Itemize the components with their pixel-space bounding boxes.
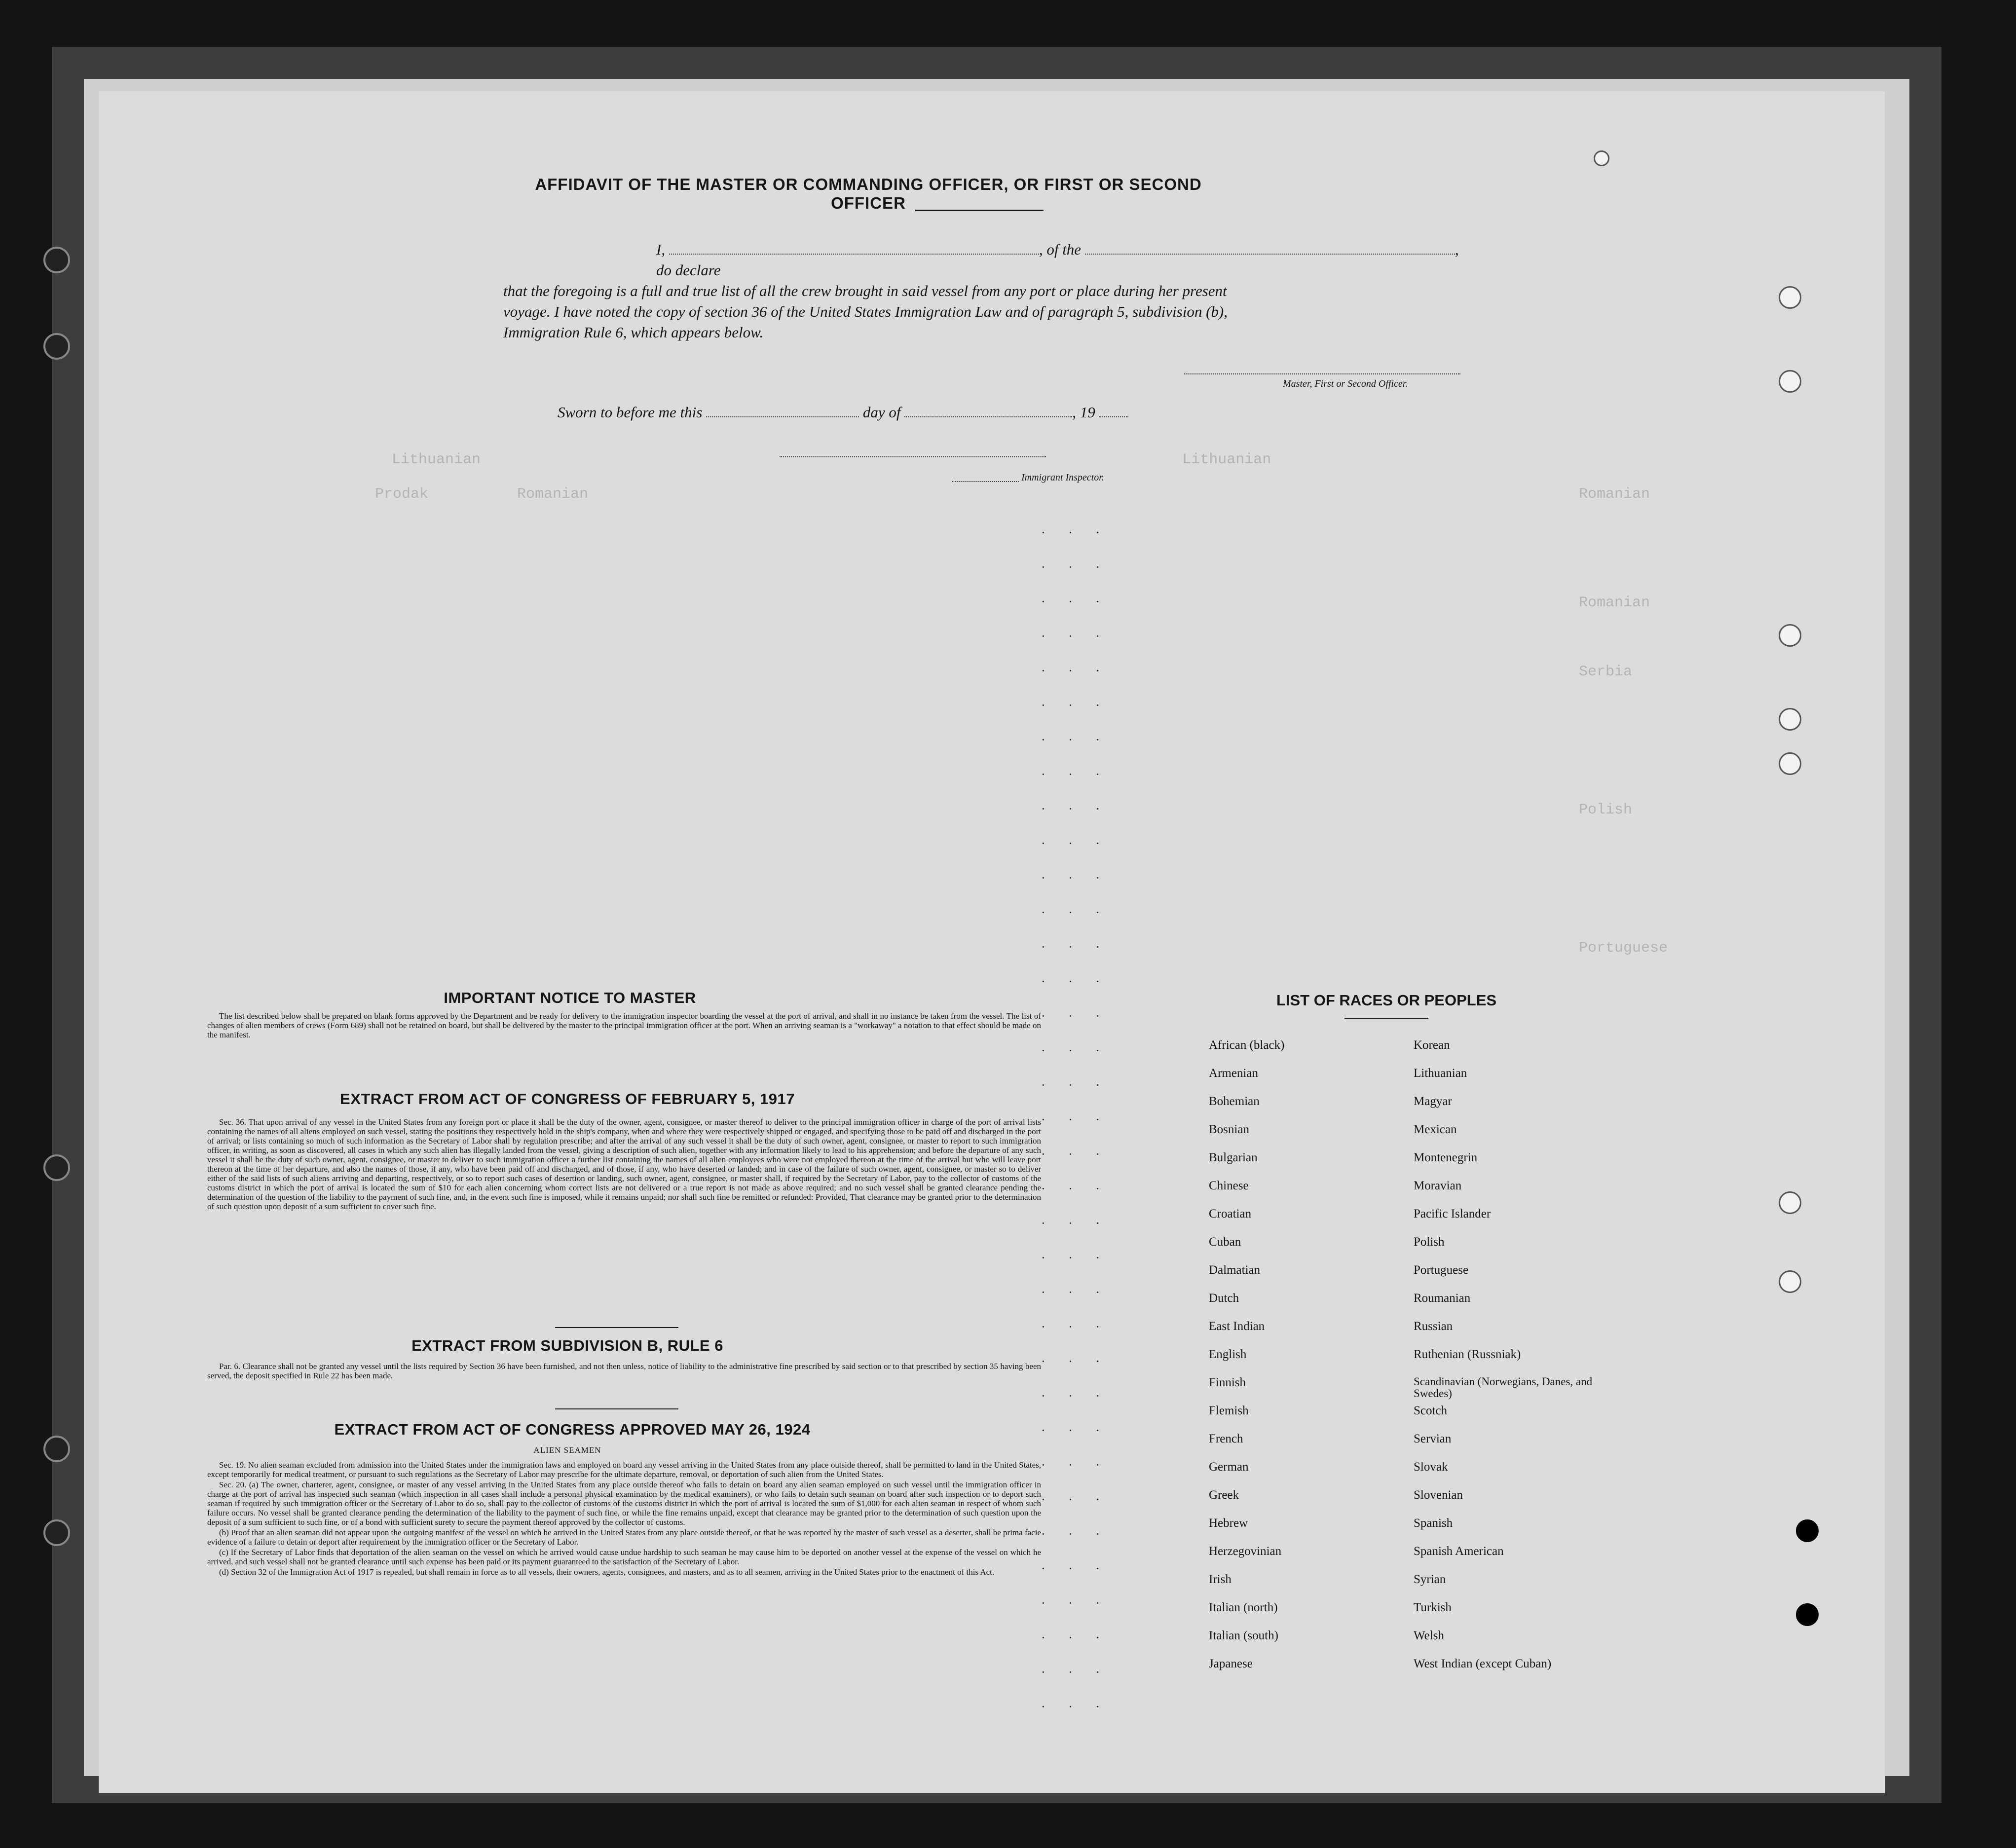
race-item: Scotch: [1414, 1404, 1448, 1417]
race-item: Servian: [1414, 1432, 1452, 1445]
race-item: Cuban: [1209, 1235, 1241, 1249]
master-signature-line[interactable]: [1184, 373, 1460, 374]
race-item: English: [1209, 1348, 1247, 1361]
affidavit-title: AFFIDAVIT OF THE MASTER OR COMMANDING OFFICER, OR FIRST OR SECOND OFFICER: [535, 175, 1202, 212]
race-item: Irish: [1209, 1573, 1232, 1586]
vessel-blank[interactable]: [1085, 242, 1455, 255]
extract-1924-paragraph: (b) Proof that an alien seaman did not appear upon the outgoing manifest of the vessel on which he arrived in the United States from any place outside thereof, or that he was reported by the master of such vessel as a deserter, shall be prima facie evidence of a failure to detain or deport after requirement by the immigration officer or the Secretary of Labor.: [207, 1528, 1041, 1547]
subdivision-b-paragraph: Par. 6. Clearance shall not be granted any vessel until the lists required by Section 36 have been furnished, and not then unless, notice of liability to the administrative fine prescribed by said section or to that prescribed by section 35 having been served, the deposit specified in Rule 22 has been made.: [207, 1362, 1041, 1380]
race-item: Greek: [1209, 1488, 1239, 1502]
bleed-through-text: Prodak Romanian: [375, 486, 589, 503]
document-page: [99, 91, 1885, 1793]
notice-title: IMPORTANT NOTICE TO MASTER: [444, 989, 696, 1006]
race-item: Magyar: [1414, 1095, 1452, 1108]
race-item: East Indian: [1209, 1320, 1265, 1333]
subdivision-b-body: [207, 1362, 1041, 1381]
punch-hole: [1796, 1603, 1819, 1626]
bleed-through-text: Portuguese: [1579, 940, 1668, 957]
extract-1917-body: [207, 1117, 1041, 1212]
binder-hole: [43, 247, 70, 273]
race-item: Spanish American: [1414, 1545, 1504, 1558]
race-item: Bohemian: [1209, 1095, 1260, 1108]
race-item: French: [1209, 1432, 1243, 1445]
race-item: Flemish: [1209, 1404, 1249, 1417]
affidavit-declare: , do declare: [656, 241, 1459, 279]
race-item: Italian (south): [1209, 1629, 1278, 1642]
race-item: Mexican: [1414, 1123, 1457, 1136]
race-item: Hebrew: [1209, 1516, 1248, 1530]
notice-paragraph: The list described below shall be prepared on blank forms approved by the Department and be ready for delivery to the immigration inspector boarding the vessel at the port of arrival, and shall in no instance be taken from the vessel. The list of changes of alien members of crews (Form 689) shall not be retained on board, but shall be delivered by the master to the principal immigration officer at the port. When an arriving seaman is a "workaway" a notation to that effect should be made on the manifest.: [207, 1011, 1041, 1039]
inspector-caption-leader: [952, 481, 1019, 482]
race-item: Armenian: [1209, 1067, 1258, 1080]
race-item: German: [1209, 1460, 1249, 1474]
race-item: Bosnian: [1209, 1123, 1249, 1136]
race-item: Russian: [1414, 1320, 1453, 1333]
sworn-line: [558, 402, 1396, 423]
race-item: African (black): [1209, 1038, 1285, 1052]
name-blank[interactable]: [669, 242, 1039, 255]
affidavit-line-4: Immigration Rule 6, which appears below.: [503, 324, 764, 341]
affidavit-i: I,: [656, 241, 666, 258]
race-item: Finnish: [1209, 1376, 1246, 1389]
binder-hole: [43, 1436, 70, 1462]
race-item: Turkish: [1414, 1601, 1452, 1614]
master-signature-caption: Master, First or Second Officer.: [1283, 378, 1408, 389]
races-left-column: [1209, 1038, 1396, 1685]
sworn-prefix: Sworn to before me this: [558, 404, 703, 421]
race-item: Chinese: [1209, 1179, 1249, 1192]
inspector-signature-line[interactable]: [780, 456, 1046, 457]
race-item: Slovak: [1414, 1460, 1448, 1474]
race-item: Moravian: [1414, 1179, 1462, 1192]
race-item: Dalmatian: [1209, 1263, 1261, 1277]
sworn-year-blank[interactable]: [1099, 405, 1128, 417]
bleed-through-text: Romanian: [1579, 486, 1650, 503]
extract-1924-paragraph: Sec. 20. (a) The owner, charterer, agent, consignee, or master of any vessel arriving in the United States from any place outside thereof who fails to detain on board any alien seaman employed on such vessel until the immigration officer in charge at the port of arrival has inspected such seaman (which inspection in all cases shall include a personal physical examination by the medical examiners), or who fails to detain such seaman on board after such inspection or to deport such seaman if required by such immigration officer or the Secretary of Labor to do so, shall pay to the collector of customs of the customs district in which the port of arrival is located the sum of $1,000 for each alien seaman in respect of whom such failure occurs. No vessel shall be granted clearance pending the determination of the liability to the payment of such fine, or while the fine remains unpaid, except that clearance may be granted prior to the determination of such question upon the deposit of a sum sufficient to such fine, or of a bond with sufficient surety to secure the payment thereof approved by the collector of customs.: [207, 1480, 1041, 1527]
bleed-through-text: Romanian: [1579, 594, 1650, 611]
race-item: Polish: [1414, 1235, 1445, 1249]
punch-hole: [1779, 286, 1801, 309]
punch-hole: [1796, 1519, 1819, 1542]
punch-hole: [1779, 624, 1801, 647]
notice-body: [207, 1011, 1041, 1040]
affidavit-body: [503, 239, 1470, 343]
races-title: LIST OF RACES OR PEOPLES: [1276, 992, 1497, 1009]
race-item: Pacific Islander: [1414, 1207, 1491, 1220]
race-item: Slovenian: [1414, 1488, 1463, 1502]
sworn-day-blank[interactable]: [706, 405, 859, 417]
race-item: Montenegrin: [1414, 1151, 1478, 1164]
extract-1917-title: EXTRACT FROM ACT OF CONGRESS OF FEBRUARY 5, 1917: [340, 1090, 795, 1108]
punch-hole: [1779, 1191, 1801, 1214]
sworn-month-blank[interactable]: [904, 405, 1072, 417]
race-item: Croatian: [1209, 1207, 1252, 1220]
dot-marks: · · · · · · · · · · · · · · · · · · · · · · · · · · · · · · · · · · · · · · · · · · · · · · · · · · · · · · · · · · · · · · · · · · · · · · · · · · · · · · · · · · · · · · · · · · · · · · · · · · · · · · · · ·: [1041, 525, 1110, 1714]
section-divider: [555, 1408, 678, 1409]
race-item: Korean: [1414, 1038, 1450, 1052]
race-item: Roumanian: [1414, 1292, 1471, 1305]
race-item: Scandinavian (Norwegians, Danes, and Swedes): [1414, 1375, 1593, 1400]
sworn-year: , 19: [1072, 404, 1095, 421]
sworn-day-of: day of: [862, 404, 901, 421]
punch-hole: [1779, 752, 1801, 775]
title-underline: [915, 210, 1044, 211]
race-item: Japanese: [1209, 1657, 1253, 1670]
affidavit-line-2: that the foregoing is a full and true list of all the crew brought in said vessel from any port or place during her present: [503, 282, 1227, 299]
race-item: Portuguese: [1414, 1263, 1469, 1277]
binder-hole: [43, 333, 70, 360]
race-item: Welsh: [1414, 1629, 1444, 1642]
race-item: Lithuanian: [1414, 1067, 1467, 1080]
race-item: West Indian (except Cuban): [1414, 1657, 1552, 1670]
race-item: Dutch: [1209, 1292, 1239, 1305]
affidavit-line-3: voyage. I have noted the copy of section 36 of the United States Immigration Law and of paragraph 5, subdivision (b),: [503, 303, 1228, 320]
race-item: Ruthenian (Russniak): [1414, 1348, 1521, 1361]
punch-hole: [1779, 1270, 1801, 1293]
binder-hole: [43, 1519, 70, 1546]
race-item: Herzegovinian: [1209, 1545, 1282, 1558]
punch-hole: [1779, 708, 1801, 731]
extract-1917-paragraph: Sec. 36. That upon arrival of any vessel in the United States from any foreign port or place it shall be the duty of the owner, agent, consignee, or master thereof to deliver to the principal immigration officer in charge of the port of arrival lists containing the names of all aliens employed on such vessel, stating the positions they respectively hold in the ship's company, when and where they were respectively shipped or engaged, and specifying those to be paid off and discharged in the port of arrival; or lists containing so much of such information as the Secretary of Labor shall by regulation prescribe; and after the arrival of any such vessel it shall be the duty of such owner, agent, consignee, or master to report to such immigration officer, in writing, as soon as discovered, all cases in which any such alien has illegally landed from the vessel, giving a description of such alien, together with any information likely to lead to his apprehension; and before the departure of any such vessel it shall be the duty of such owner, agent, consignee, or master to deliver to such immigration officer a further list containing the names of all alien employees who were not employed thereon at the time of the arrival but who will leave port thereon at the time of her departure, and also the names of those, if any, who have been paid off and discharged, and of those, if any, who have deserted or landed; and in case of the failure of such owner, agent, consignee, or master so to deliver either of the said lists of such aliens arriving and departing, respectively, or so to report such cases of desertion or landing, such owner, agent, consignee, or master shall, if required by the Secretary of Labor, pay to the collector of customs of the customs district in which the port of arrival is located the sum of $10 for each alien concerning whom correct lists are not delivered or a true report is not made as above required; and no such vessel shall be granted clearance pending the determination of the question of the liability to the payment of such fine, and, in the event such fine is imposed, while it remains unpaid; nor shall such fine be remitted or refunded: Provided, That clearance may be granted prior to the determination of such question upon deposit of a sum sufficient to cover such fine.: [207, 1117, 1041, 1211]
section-divider: [555, 1327, 678, 1328]
inspector-caption: Immigrant Inspector.: [1021, 472, 1104, 483]
bleed-through-text: Lithuanian Lithuanian: [365, 451, 1271, 468]
affidavit-of-the: , of the: [1039, 241, 1082, 258]
extract-1924-title: EXTRACT FROM ACT OF CONGRESS APPROVED MAY 26, 1924: [334, 1421, 811, 1438]
race-item: Italian (north): [1209, 1601, 1278, 1614]
extract-1924-paragraph: (c) If the Secretary of Labor finds that deportation of the alien seaman on the vessel on which he arrived would cause undue hardship to such seaman he may cause him to be deported on another vessel at the expense of the vessel on which he arrived, and such vessel shall not be granted clearance until such expense has been paid or its payment guaranteed to the satisfaction of the Secretary of Labor.: [207, 1548, 1041, 1566]
extract-1924-body: [207, 1460, 1041, 1578]
extract-1924-paragraph: (d) Section 32 of the Immigration Act of 1917 is repealed, but shall remain in force as to all vessels, their owners, agents, consignees, and masters, and as to all seamen, arriving in the United States prior to the enactment of this Act.: [219, 1567, 995, 1577]
races-right-column: [1414, 1038, 1621, 1685]
race-item: Syrian: [1414, 1573, 1446, 1586]
races-title-underline: [1344, 1018, 1428, 1019]
binder-hole: [43, 1154, 70, 1181]
bleed-through-text: Serbia: [1579, 664, 1633, 680]
punch-hole: [1779, 370, 1801, 393]
race-item: Spanish: [1414, 1516, 1453, 1530]
punch-hole: [1594, 150, 1609, 166]
race-item: Bulgarian: [1209, 1151, 1258, 1164]
alien-seamen-subtitle: ALIEN SEAMEN: [533, 1445, 601, 1455]
bleed-through-text: Polish: [1579, 802, 1633, 818]
extract-1924-paragraph: Sec. 19. No alien seaman excluded from admission into the United States under the immigration laws and employed on board any vessel arriving in the United States from any place outside thereof, shall be permitted to land in the United States, except temporarily for medical treatment, or pursuant to such regulations as the Secretary of Labor may prescribe for the ultimate departure, removal, or deportation of such alien from the United States.: [207, 1460, 1041, 1479]
subdivision-b-title: EXTRACT FROM SUBDIVISION B, RULE 6: [411, 1337, 723, 1354]
